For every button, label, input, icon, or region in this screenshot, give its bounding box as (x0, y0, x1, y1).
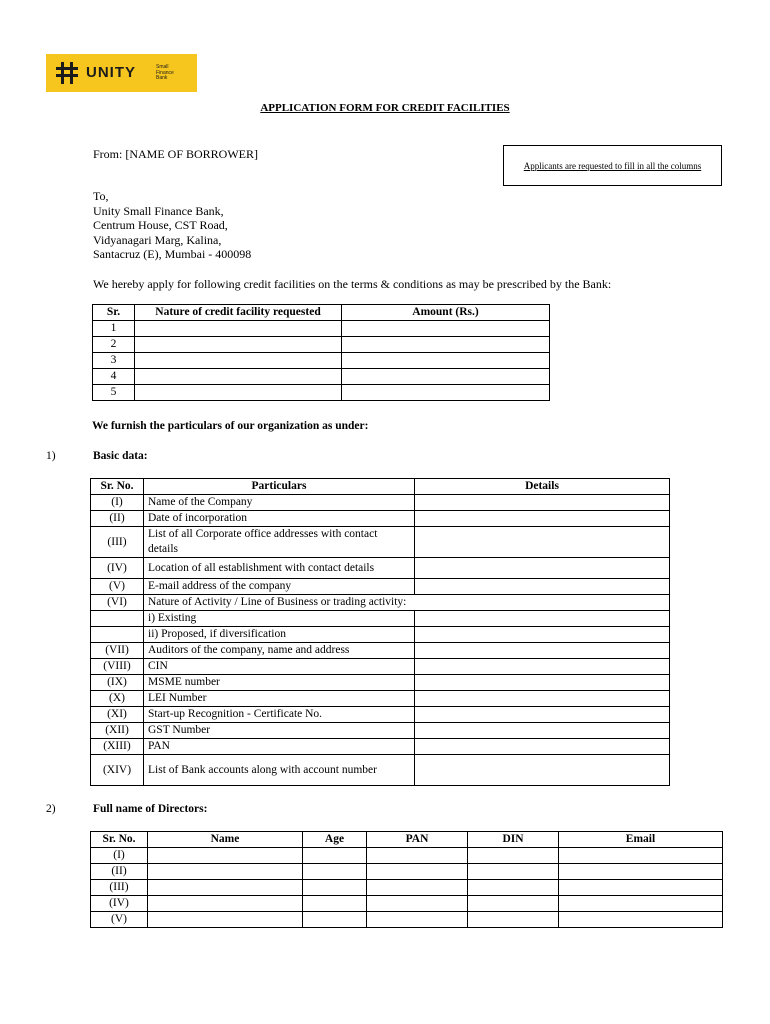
table-row (93, 353, 550, 369)
table-cell[interactable] (468, 848, 559, 864)
table-cell-text: (III) (91, 880, 148, 896)
table-cell[interactable] (367, 912, 468, 928)
table-cell[interactable] (559, 848, 723, 864)
details-cell[interactable] (415, 558, 670, 579)
details-cell[interactable] (415, 527, 670, 558)
col-sr: Sr. (93, 305, 135, 321)
table-row (93, 369, 550, 385)
table-cell-text: Auditors of the company, name and address (144, 643, 415, 659)
table-cell[interactable] (468, 864, 559, 880)
details-cell[interactable] (415, 627, 670, 643)
table-row (91, 723, 670, 739)
table-row (91, 643, 670, 659)
table-cell[interactable] (559, 912, 723, 928)
table-cell[interactable] (559, 880, 723, 896)
table-cell[interactable] (303, 912, 367, 928)
table-cell-text: Nature of Activity / Line of Business or trading activity: (144, 595, 670, 611)
table-row (91, 755, 670, 786)
col-sr-no: Sr. No. (91, 479, 144, 495)
table-header-row (91, 832, 723, 848)
details-cell[interactable] (415, 495, 670, 511)
table-row (91, 527, 670, 558)
table-row (91, 558, 670, 579)
section2-number: 2) (46, 803, 56, 815)
amount-cell[interactable] (342, 321, 550, 337)
table-row (91, 675, 670, 691)
table-row (91, 511, 670, 527)
row-number: 3 (93, 353, 135, 369)
table-header-row (91, 479, 670, 495)
logo-subtext: Small Finance Bank (156, 64, 174, 81)
details-cell[interactable] (415, 511, 670, 527)
amount-cell[interactable] (342, 353, 550, 369)
table-cell-text: (XIV) (91, 755, 144, 786)
logo-wordmark: UNITY (86, 64, 136, 81)
nature-cell[interactable] (135, 321, 342, 337)
section1-label: Basic data: (93, 450, 148, 462)
row-number: 5 (93, 385, 135, 401)
table-cell-text: (I) (91, 495, 144, 511)
unity-logo-icon (55, 61, 79, 85)
amount-cell[interactable] (342, 337, 550, 353)
table-cell[interactable] (367, 880, 468, 896)
amount-cell[interactable] (342, 385, 550, 401)
nature-cell[interactable] (135, 369, 342, 385)
table-cell[interactable] (559, 864, 723, 880)
table-cell-text: (IV) (91, 896, 148, 912)
table-cell-text: (XIII) (91, 739, 144, 755)
table-cell-text: (VIII) (91, 659, 144, 675)
col-nature: Nature of credit facility requested (135, 305, 342, 321)
details-cell[interactable] (415, 643, 670, 659)
table-cell[interactable] (303, 880, 367, 896)
bank-address: To, Unity Small Finance Bank, Centrum House, CST Road, Vidyanagari Marg, Kalina, Santacruz (E), Mumbai - 400098 (93, 189, 252, 262)
details-cell[interactable] (415, 659, 670, 675)
section2-label: Full name of Directors: (93, 803, 208, 815)
directors-table (90, 831, 723, 928)
table-cell[interactable] (559, 896, 723, 912)
table-row (91, 495, 670, 511)
row-number: 2 (93, 337, 135, 353)
table-cell[interactable] (367, 896, 468, 912)
table-row (91, 691, 670, 707)
table-cell-text: (VI) (91, 595, 144, 611)
col-name: Name (148, 832, 303, 848)
table-cell[interactable] (367, 848, 468, 864)
table-cell[interactable] (303, 896, 367, 912)
table-header-row (93, 305, 550, 321)
table-cell[interactable] (303, 848, 367, 864)
table-cell-text: E-mail address of the company (144, 579, 415, 595)
col-age: Age (303, 832, 367, 848)
table-cell-text: (X) (91, 691, 144, 707)
table-cell[interactable] (367, 864, 468, 880)
row-number: 4 (93, 369, 135, 385)
col-details: Details (415, 479, 670, 495)
table-cell-text: List of Bank accounts along with account number (144, 755, 415, 786)
facilities-table (92, 304, 550, 401)
table-cell-text: (V) (91, 912, 148, 928)
table-row (91, 739, 670, 755)
details-cell[interactable] (415, 611, 670, 627)
basic-data-table (90, 478, 670, 786)
table-cell[interactable] (468, 880, 559, 896)
table-cell-text: i) Existing (144, 611, 415, 627)
table-cell-text: Start-up Recognition - Certificate No. (144, 707, 415, 723)
nature-cell[interactable] (135, 385, 342, 401)
table-cell-text: (VII) (91, 643, 144, 659)
col-sr-no: Sr. No. (91, 832, 148, 848)
table-cell-text: (V) (91, 579, 144, 595)
table-cell-text: (XII) (91, 723, 144, 739)
from-line[interactable]: From: [NAME OF BORROWER] (93, 147, 259, 161)
table-cell-text: List of all Corporate office addresses with contact details (144, 527, 415, 558)
particulars-intro: We furnish the particulars of our organization as under: (92, 420, 369, 432)
table-cell[interactable] (148, 864, 303, 880)
section1-number: 1) (46, 450, 56, 462)
details-cell[interactable] (415, 755, 670, 786)
table-cell-text: ii) Proposed, if diversification (144, 627, 415, 643)
col-email: Email (559, 832, 723, 848)
table-row (91, 579, 670, 595)
nature-cell[interactable] (135, 337, 342, 353)
apply-statement: We hereby apply for following credit facilities on the terms & conditions as may be prescribed by the Bank: (93, 277, 612, 291)
table-row (91, 611, 670, 627)
nature-cell[interactable] (135, 353, 342, 369)
details-cell[interactable] (415, 723, 670, 739)
table-row (91, 896, 723, 912)
details-cell[interactable] (415, 675, 670, 691)
table-cell-text: MSME number (144, 675, 415, 691)
table-cell-text: Date of incorporation (144, 511, 415, 527)
instruction-note: Applicants are requested to fill in all the columns (503, 145, 722, 186)
amount-cell[interactable] (342, 369, 550, 385)
table-cell-text: (XI) (91, 707, 144, 723)
table-cell[interactable] (303, 864, 367, 880)
table-cell-text: (II) (91, 864, 148, 880)
col-din: DIN (468, 832, 559, 848)
details-cell[interactable] (415, 579, 670, 595)
table-cell-text: Name of the Company (144, 495, 415, 511)
table-cell-text (91, 611, 144, 627)
details-cell[interactable] (415, 739, 670, 755)
table-cell-text: (III) (91, 527, 144, 558)
table-cell-text: CIN (144, 659, 415, 675)
table-cell-text: GST Number (144, 723, 415, 739)
details-cell[interactable] (415, 707, 670, 723)
form-title: APPLICATION FORM FOR CREDIT FACILITIES (260, 102, 510, 114)
table-cell-text: (IX) (91, 675, 144, 691)
table-row (93, 385, 550, 401)
col-amount: Amount (Rs.) (342, 305, 550, 321)
table-row (91, 659, 670, 675)
table-cell[interactable] (148, 912, 303, 928)
table-cell-text: (I) (91, 848, 148, 864)
table-cell[interactable] (468, 912, 559, 928)
details-cell[interactable] (415, 691, 670, 707)
table-cell[interactable] (148, 880, 303, 896)
table-cell-text: (II) (91, 511, 144, 527)
table-row (91, 707, 670, 723)
col-pan: PAN (367, 832, 468, 848)
table-cell-text: PAN (144, 739, 415, 755)
table-cell-text: (IV) (91, 558, 144, 579)
table-row (91, 864, 723, 880)
table-row (91, 595, 670, 611)
table-cell-text: Location of all establishment with contact details (144, 558, 415, 579)
table-row (93, 337, 550, 353)
table-row (93, 321, 550, 337)
table-cell-text (91, 627, 144, 643)
table-cell[interactable] (148, 896, 303, 912)
table-cell[interactable] (468, 896, 559, 912)
row-number: 1 (93, 321, 135, 337)
table-row (91, 912, 723, 928)
table-cell[interactable] (148, 848, 303, 864)
unity-logo (46, 54, 197, 92)
table-row (91, 848, 723, 864)
table-row (91, 627, 670, 643)
table-cell-text: LEI Number (144, 691, 415, 707)
col-particulars: Particulars (144, 479, 415, 495)
table-row (91, 880, 723, 896)
